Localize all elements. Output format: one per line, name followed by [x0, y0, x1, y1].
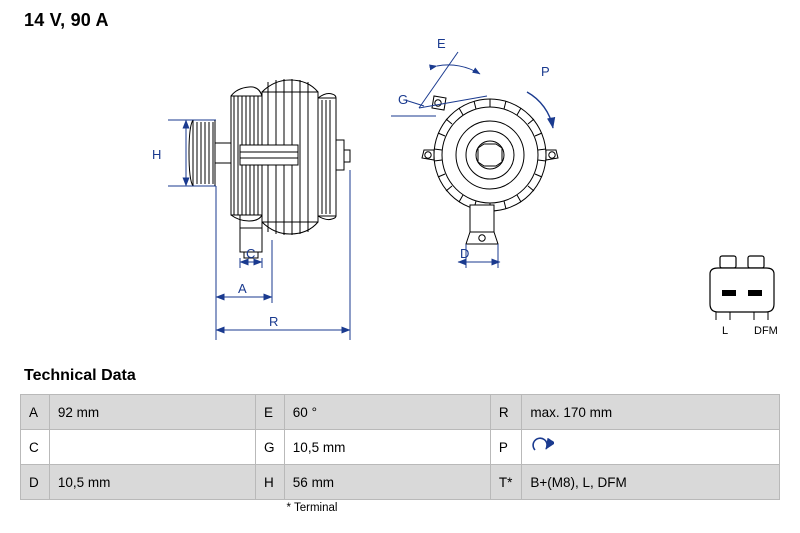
- mounting-ears: [422, 96, 558, 244]
- stator-body: [240, 79, 318, 235]
- rotation-arrow-icon: [530, 436, 554, 459]
- cell-value-C: [49, 430, 255, 465]
- pulley: [189, 120, 215, 186]
- connector-label-L: L: [722, 325, 729, 337]
- table-row: [21, 465, 780, 500]
- rotation-indicator-P: [527, 92, 553, 128]
- dimension-E: [419, 52, 487, 108]
- page-title: 14 V, 90 A: [24, 10, 109, 30]
- cooling-slots: [434, 99, 546, 211]
- shaft: [215, 143, 231, 163]
- cell-key-H: H: [255, 465, 284, 500]
- technical-data-table: [20, 394, 780, 500]
- side-view-group: [152, 79, 350, 340]
- connector-pin-left: [722, 290, 736, 296]
- cell-value-E: 60 °: [284, 395, 490, 430]
- cell-key-T: T*: [490, 465, 521, 500]
- technical-data-table-wrap: [20, 394, 780, 500]
- cell-key-G: G: [255, 430, 284, 465]
- rear-housing: [318, 94, 350, 220]
- connector-diagram: [710, 256, 778, 337]
- connector-label-DFM: DFM: [754, 325, 778, 337]
- technical-data-heading: Technical Data: [24, 367, 136, 384]
- table-row: [21, 395, 780, 430]
- dim-label-A: A: [238, 281, 247, 296]
- dim-label-G: G: [398, 92, 409, 107]
- cell-key-D: D: [21, 465, 50, 500]
- cell-value-P: [522, 430, 780, 465]
- cell-value-G: 10,5 mm: [284, 430, 490, 465]
- terminal-footnote-wrap: [20, 502, 760, 514]
- dim-label-E: E: [437, 36, 446, 51]
- end-view-housing: [434, 99, 546, 211]
- cell-value-T: B+(M8), L, DFM: [522, 465, 780, 500]
- cell-value-H: 56 mm: [284, 465, 490, 500]
- cell-key-R: R: [490, 395, 521, 430]
- end-view-group: [391, 36, 558, 268]
- cell-key-E: E: [255, 395, 284, 430]
- cell-value-R: max. 170 mm: [522, 395, 780, 430]
- dim-label-H: H: [152, 147, 162, 162]
- dim-label-D: D: [460, 246, 470, 261]
- dim-label-C: C: [246, 246, 256, 261]
- dim-label-R: R: [269, 314, 279, 329]
- cell-key-P: P: [490, 430, 521, 465]
- cell-key-A: A: [21, 395, 50, 430]
- terminal-footnote: * Terminal: [286, 502, 338, 514]
- connector-pin-right: [748, 290, 762, 296]
- table-row: [21, 430, 780, 465]
- cell-value-D: 10,5 mm: [49, 465, 255, 500]
- cell-key-C: C: [21, 430, 50, 465]
- dim-label-P: P: [541, 64, 550, 79]
- cell-value-A: 92 mm: [49, 395, 255, 430]
